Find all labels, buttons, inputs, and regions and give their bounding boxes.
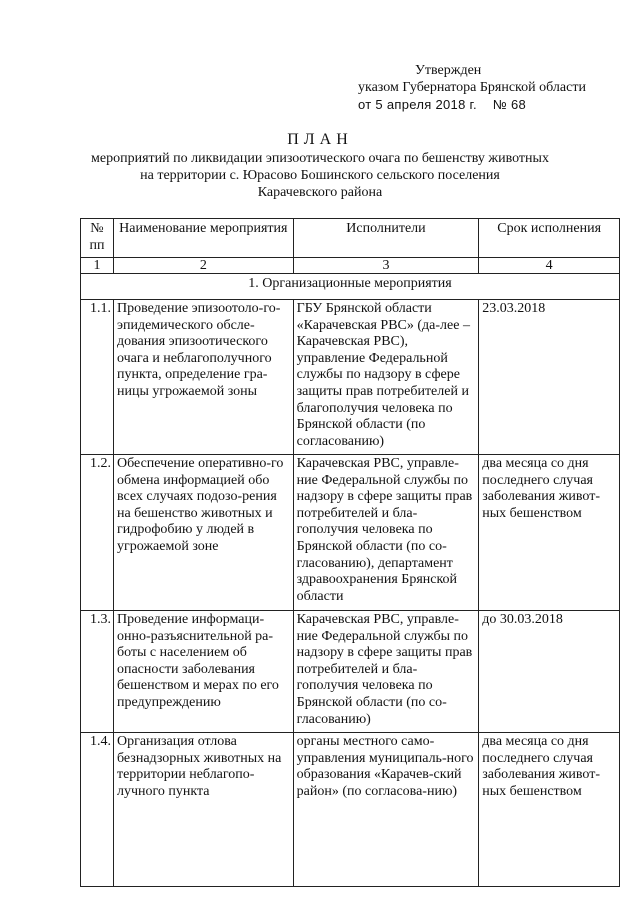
section-row xyxy=(81,274,620,300)
measures-table xyxy=(80,218,620,887)
table-header-row xyxy=(81,219,620,258)
approval-line-date xyxy=(358,96,628,113)
plan-subtitle-line: на территории с. Юрасово Бошинского сельского поселения xyxy=(140,168,500,183)
index-cell: 3 xyxy=(293,258,479,274)
row-number: 1.2. xyxy=(81,455,114,611)
index-cell: 2 xyxy=(113,258,293,274)
row-deadline: два месяца со дня последнего случая заболевания живот-ных бешенством xyxy=(479,733,620,887)
table-row xyxy=(81,300,620,455)
row-name: Проведение информаци-онно-разъяснительной ра-боты с населением об опасности заболевания бешенством и мерах по его предупреждению xyxy=(113,611,293,733)
section-title: 1. Организационные мероприятия xyxy=(81,274,620,300)
row-number: 1.3. xyxy=(81,611,114,733)
row-number: 1.1. xyxy=(81,300,114,455)
approval-line-approved: Утвержден xyxy=(415,63,482,78)
row-deadline: до 30.03.2018 xyxy=(479,611,620,733)
table-row xyxy=(81,733,620,887)
table-index-row xyxy=(81,258,620,274)
table-row xyxy=(81,455,620,611)
plan-subtitle-line: мероприятий по ликвидации эпизоотического очага по бешенству животных xyxy=(91,151,549,166)
approval-stamp xyxy=(358,62,628,113)
row-executors: ГБУ Брянской области «Карачевская РВС» (да-лее – Карачевская РВС), управление Федеральной службы по надзору в сфере защиты прав потребителей и благополучия человека по Брянской области (по согласованию) xyxy=(293,300,479,455)
approval-date: от 5 апреля 2018 г. xyxy=(358,97,477,112)
table-row xyxy=(81,611,620,733)
row-deadline: два месяца со дня последнего случая заболевания живот-ных бешенством xyxy=(479,455,620,611)
row-name: Обеспечение оперативно-го обмена информацией обо всех случаях подозо-рения на бешенство животных и гидрофобию у людей в угрожаемой зоне xyxy=(113,455,293,611)
plan-heading: ПЛАН xyxy=(287,131,353,148)
index-cell: 1 xyxy=(81,258,114,274)
header-number: № пп xyxy=(81,219,114,258)
approval-number: № 68 xyxy=(492,97,527,112)
plan-subtitle xyxy=(0,150,640,201)
header-executors: Исполнители xyxy=(293,219,479,258)
row-executors: Карачевская РВС, управле-ние Федеральной службы по надзору в сфере защиты прав потребителей и бла-гополучия человека по Брянской области (по со-гласованию), департамент здравоохранения Брянской области xyxy=(293,455,479,611)
row-executors: органы местного само-управления муниципаль-ного образования «Карачев-ский район» (по согласова-нию) xyxy=(293,733,479,887)
header-deadline: Срок исполнения xyxy=(479,219,620,258)
row-name: Организация отлова безнадзорных животных на территории неблагопо-лучного пункта xyxy=(113,733,293,887)
approval-line-decree: указом Губернатора Брянской области xyxy=(358,80,586,95)
row-executors: Карачевская РВС, управле-ние Федеральной службы по надзору в сфере защиты прав потребителей и бла-гополучия человека по Брянской области (по со-гласованию) xyxy=(293,611,479,733)
row-number: 1.4. xyxy=(81,733,114,887)
row-name: Проведение эпизоотоло-го-эпидемического обсле-дования эпизоотического очага и неблагополучного пункта, определение гра-ницы угрожаемой зоны xyxy=(113,300,293,455)
plan-subtitle-line: Карачевского района xyxy=(257,185,383,200)
row-deadline: 23.03.2018 xyxy=(479,300,620,455)
header-name: Наименование мероприятия xyxy=(113,219,293,258)
index-cell: 4 xyxy=(479,258,620,274)
